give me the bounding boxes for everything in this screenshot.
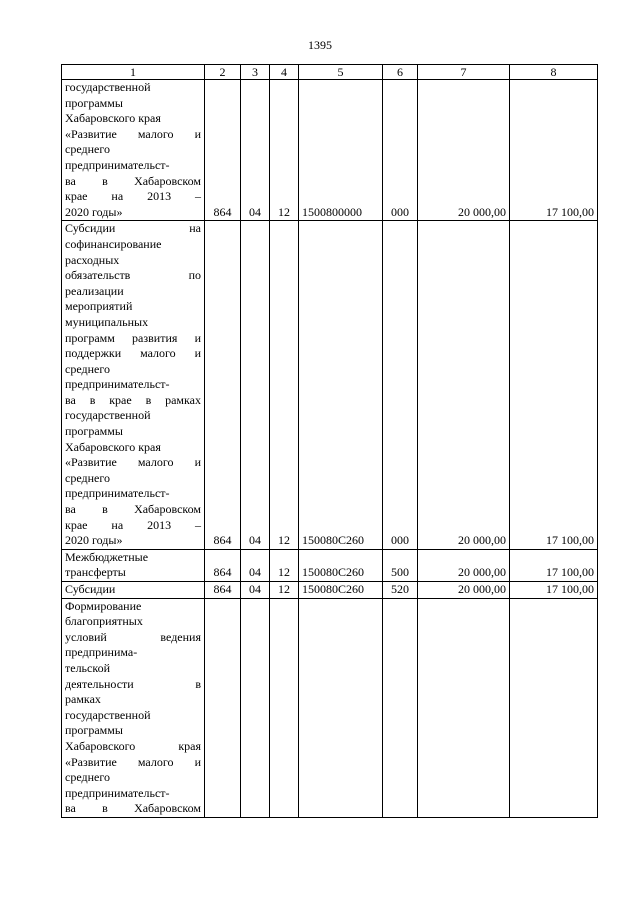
- amount-cell: 17 100,00: [510, 582, 598, 599]
- code-cell: 150080С260: [299, 221, 383, 549]
- amount-cell: 20 000,00: [418, 582, 510, 599]
- column-3-cell: 04: [241, 221, 270, 549]
- amount-cell: 20 000,00: [418, 221, 510, 549]
- column-4-cell: 12: [270, 582, 299, 599]
- column-header: 3: [241, 65, 270, 80]
- row-name-line: Субсидии: [65, 582, 116, 596]
- column-3-cell: 04: [241, 80, 270, 221]
- amount-cell: 20 000,00: [418, 80, 510, 221]
- row-name-line: государственной: [65, 80, 151, 94]
- row-name-line: среднего: [65, 770, 110, 785]
- column-6-cell: 000: [383, 80, 418, 221]
- column-2-cell: 864: [205, 582, 241, 599]
- column-header: 8: [510, 65, 598, 80]
- row-name-line: среднего: [65, 470, 110, 485]
- column-6-cell: [383, 598, 418, 817]
- column-header: 7: [418, 65, 510, 80]
- column-3-cell: 04: [241, 582, 270, 599]
- row-name-line: Хабаровского края: [65, 439, 161, 454]
- amount-cell: [510, 598, 598, 817]
- row-name-line: крае на 2013 –: [65, 517, 201, 532]
- row-name-cell: [62, 549, 205, 581]
- column-2-cell: 864: [205, 221, 241, 549]
- column-header: 5: [299, 65, 383, 80]
- row-name-line: поддержки малого и: [65, 346, 201, 361]
- row-name-line: Межбюджетные: [65, 549, 149, 564]
- column-6-cell: 000: [383, 221, 418, 549]
- row-name-line: программы: [65, 95, 123, 110]
- row-name-line: программы: [65, 723, 123, 738]
- amount-cell: 17 100,00: [510, 80, 598, 221]
- column-3-cell: [241, 598, 270, 817]
- column-4-cell: 12: [270, 221, 299, 549]
- row-name-line: тельской: [65, 660, 110, 675]
- table-row: [62, 80, 598, 221]
- amount-cell: [418, 598, 510, 817]
- table-row: [62, 582, 598, 599]
- row-name-line: государственной: [65, 408, 151, 423]
- column-3-cell: 04: [241, 549, 270, 581]
- row-name-line: 2020 годы»: [65, 533, 123, 548]
- row-name-line: программ развития и: [65, 330, 201, 345]
- row-name-line: ва в Хабаровском: [65, 502, 201, 517]
- table-row: [62, 221, 598, 549]
- row-name-line: государственной: [65, 707, 151, 722]
- row-name-line: софинансирование: [65, 236, 162, 251]
- row-name-line: ва в крае в рамках: [65, 392, 201, 407]
- code-cell: 1500800000: [299, 80, 383, 221]
- row-name-line: предпринимательст-: [65, 785, 170, 800]
- amount-cell: 17 100,00: [510, 549, 598, 581]
- row-name-cell: [62, 221, 205, 549]
- row-name-line: предпринимательст-: [65, 157, 170, 172]
- row-name-line: Формирование: [65, 598, 142, 613]
- row-name-line: крае на 2013 –: [65, 189, 201, 204]
- column-6-cell: 500: [383, 549, 418, 581]
- row-name-line: мероприятий: [65, 299, 133, 314]
- column-header: 4: [270, 65, 299, 80]
- row-name-line: предпринимательст-: [65, 377, 170, 392]
- row-name-line: ва в Хабаровском: [65, 173, 201, 188]
- code-cell: 150080С260: [299, 582, 383, 599]
- amount-cell: 17 100,00: [510, 221, 598, 549]
- column-4-cell: 12: [270, 80, 299, 221]
- row-name-line: среднего: [65, 142, 110, 157]
- row-name-line: «Развитие малого и: [65, 754, 201, 769]
- table-row: [62, 598, 598, 817]
- row-name-line: благоприятных: [65, 614, 143, 629]
- row-name-line: предпринима-: [65, 645, 138, 660]
- row-name-cell: [62, 582, 205, 599]
- budget-table: [61, 64, 598, 818]
- column-header: 2: [205, 65, 241, 80]
- row-name-line: «Развитие малого и: [65, 126, 201, 141]
- amount-cell: 20 000,00: [418, 549, 510, 581]
- row-name-cell: [62, 598, 205, 817]
- row-name-line: Субсидии на: [65, 221, 201, 236]
- row-name-line: программы: [65, 424, 123, 439]
- column-header: 1: [62, 65, 205, 80]
- row-name-line: «Развитие малого и: [65, 455, 201, 470]
- code-cell: [299, 598, 383, 817]
- row-name-line: условий ведения: [65, 629, 201, 644]
- row-name-line: Хабаровского края: [65, 111, 161, 126]
- code-cell: 150080С260: [299, 549, 383, 581]
- row-name-line: предпринимательст-: [65, 486, 170, 501]
- column-2-cell: 864: [205, 80, 241, 221]
- row-name-line: муниципальных: [65, 314, 149, 329]
- row-name-line: ва в Хабаровском: [65, 801, 201, 816]
- table-row: [62, 549, 598, 581]
- row-name-line: рамках: [65, 692, 101, 707]
- column-header: 6: [383, 65, 418, 80]
- row-name-line: реализации: [65, 283, 124, 298]
- column-2-cell: [205, 598, 241, 817]
- column-4-cell: [270, 598, 299, 817]
- column-4-cell: 12: [270, 549, 299, 581]
- row-name-line: расходных: [65, 252, 120, 267]
- row-name-line: 2020 годы»: [65, 204, 123, 219]
- table-header-row: [62, 65, 598, 80]
- page-number: 1395: [308, 38, 332, 52]
- column-2-cell: 864: [205, 549, 241, 581]
- row-name-line: среднего: [65, 361, 110, 376]
- row-name-line: деятельности в: [65, 676, 201, 691]
- row-name-line: Хабаровского края: [65, 738, 201, 753]
- column-6-cell: 520: [383, 582, 418, 599]
- row-name-line: трансферты: [65, 565, 126, 580]
- row-name-cell: [62, 80, 205, 221]
- row-name-line: обязательств по: [65, 268, 201, 283]
